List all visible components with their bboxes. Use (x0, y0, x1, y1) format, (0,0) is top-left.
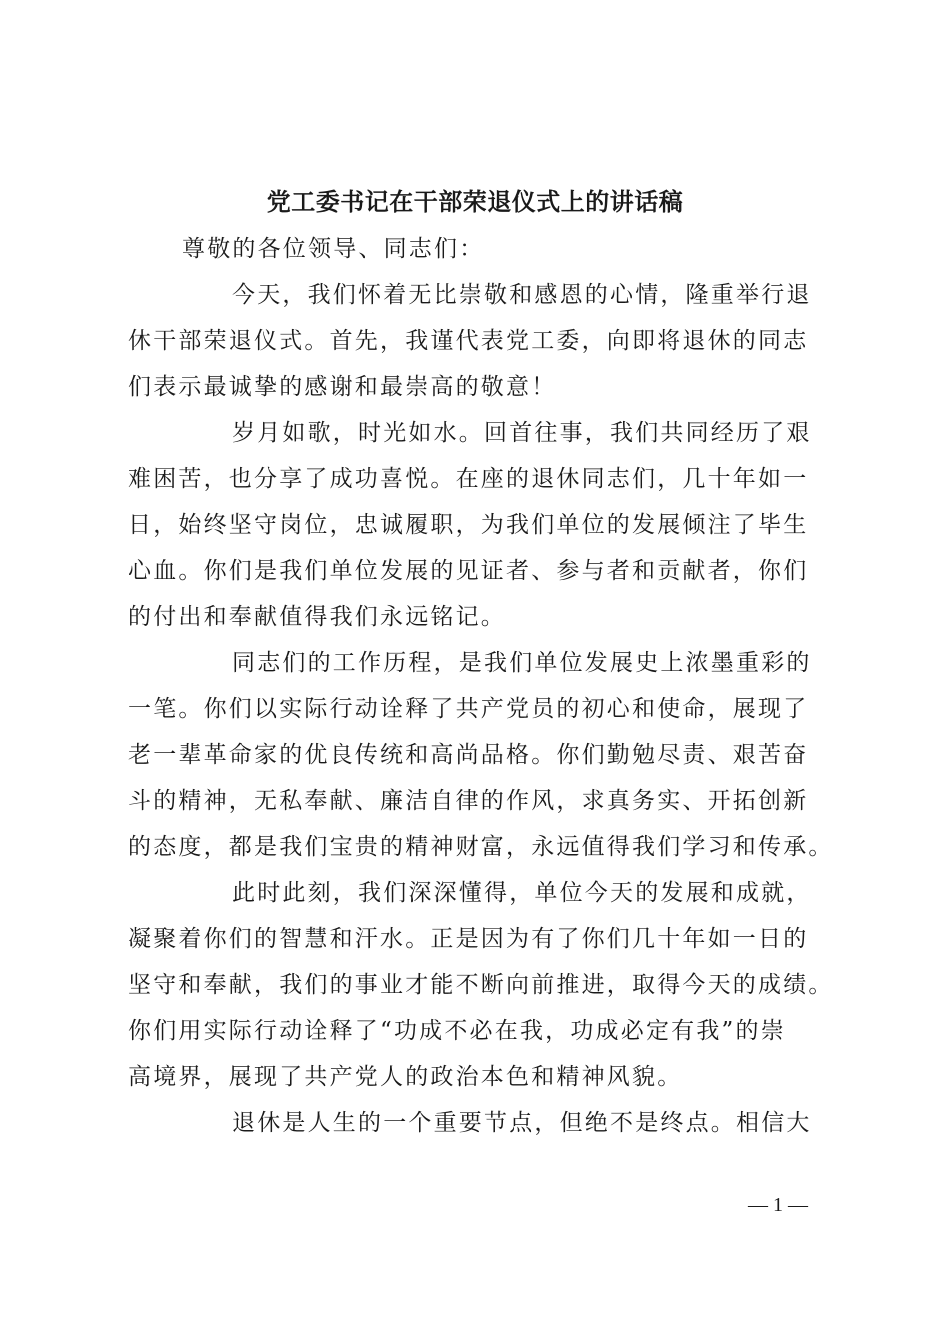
text-line: 难困苦，也分享了成功喜悦。在座的退休同志们，几十年如一 (128, 466, 809, 492)
page-number: — 1 — (748, 1194, 808, 1216)
text-line: 退休是人生的一个重要节点，但绝不是终点。相信大 (232, 1110, 812, 1136)
text-line: 高境界，展现了共产党人的政治本色和精神风貌。 (128, 1064, 683, 1090)
text-line: 此时此刻，我们深深懂得，单位今天的发展和成就， (232, 880, 812, 906)
paragraph-4 (128, 870, 834, 1100)
document-body (128, 226, 834, 1146)
salutation: 尊敬的各位领导、同志们： (182, 236, 485, 262)
document-title: 党工委书记在干部荣退仪式上的讲话稿 (266, 187, 684, 216)
text-line: 岁月如歌，时光如水。回首往事，我们共同经历了艰 (232, 420, 812, 446)
paragraph-1 (128, 272, 828, 410)
paragraph-3 (128, 640, 834, 870)
text-line: 坚守和奉献，我们的事业才能不断向前推进，取得今天的成绩。 (128, 972, 834, 998)
text-line: 日，始终坚守岗位，忠诚履职，为我们单位的发展倾注了毕生 (128, 512, 809, 538)
text-line: 心血。你们是我们单位发展的见证者、参与者和贡献者，你们 (128, 558, 809, 584)
text-line: 一笔。你们以实际行动诠释了共产党员的初心和使命，展现了 (128, 696, 809, 722)
paragraph-2 (128, 410, 828, 640)
text-line: 的态度，都是我们宝贵的精神财富，永远值得我们学习和传承。 (128, 834, 834, 860)
text-line: 同志们的工作历程，是我们单位发展史上浓墨重彩的 (232, 650, 812, 676)
text-line: 斗的精神，无私奉献、廉洁自律的作风，求真务实、开拓创新 (128, 788, 809, 814)
text-line: 们表示最诚挚的感谢和最崇高的敬意！ (128, 374, 557, 400)
text-line: 你们用实际行动诠释了“功成不必在我，功成必定有我”的崇 (128, 1018, 786, 1044)
text-line: 凝聚着你们的智慧和汗水。正是因为有了你们几十年如一日的 (128, 926, 809, 952)
text-line: 休干部荣退仪式。首先，我谨代表党工委，向即将退休的同志 (128, 328, 809, 354)
text-line: 的付出和奉献值得我们永远铭记。 (128, 604, 506, 630)
text-line: 今天，我们怀着无比崇敬和感恩的心情，隆重举行退 (232, 282, 812, 308)
text-line: 老一辈革命家的优良传统和高尚品格。你们勤勉尽责、艰苦奋 (128, 742, 809, 768)
paragraph-5 (128, 1100, 828, 1146)
